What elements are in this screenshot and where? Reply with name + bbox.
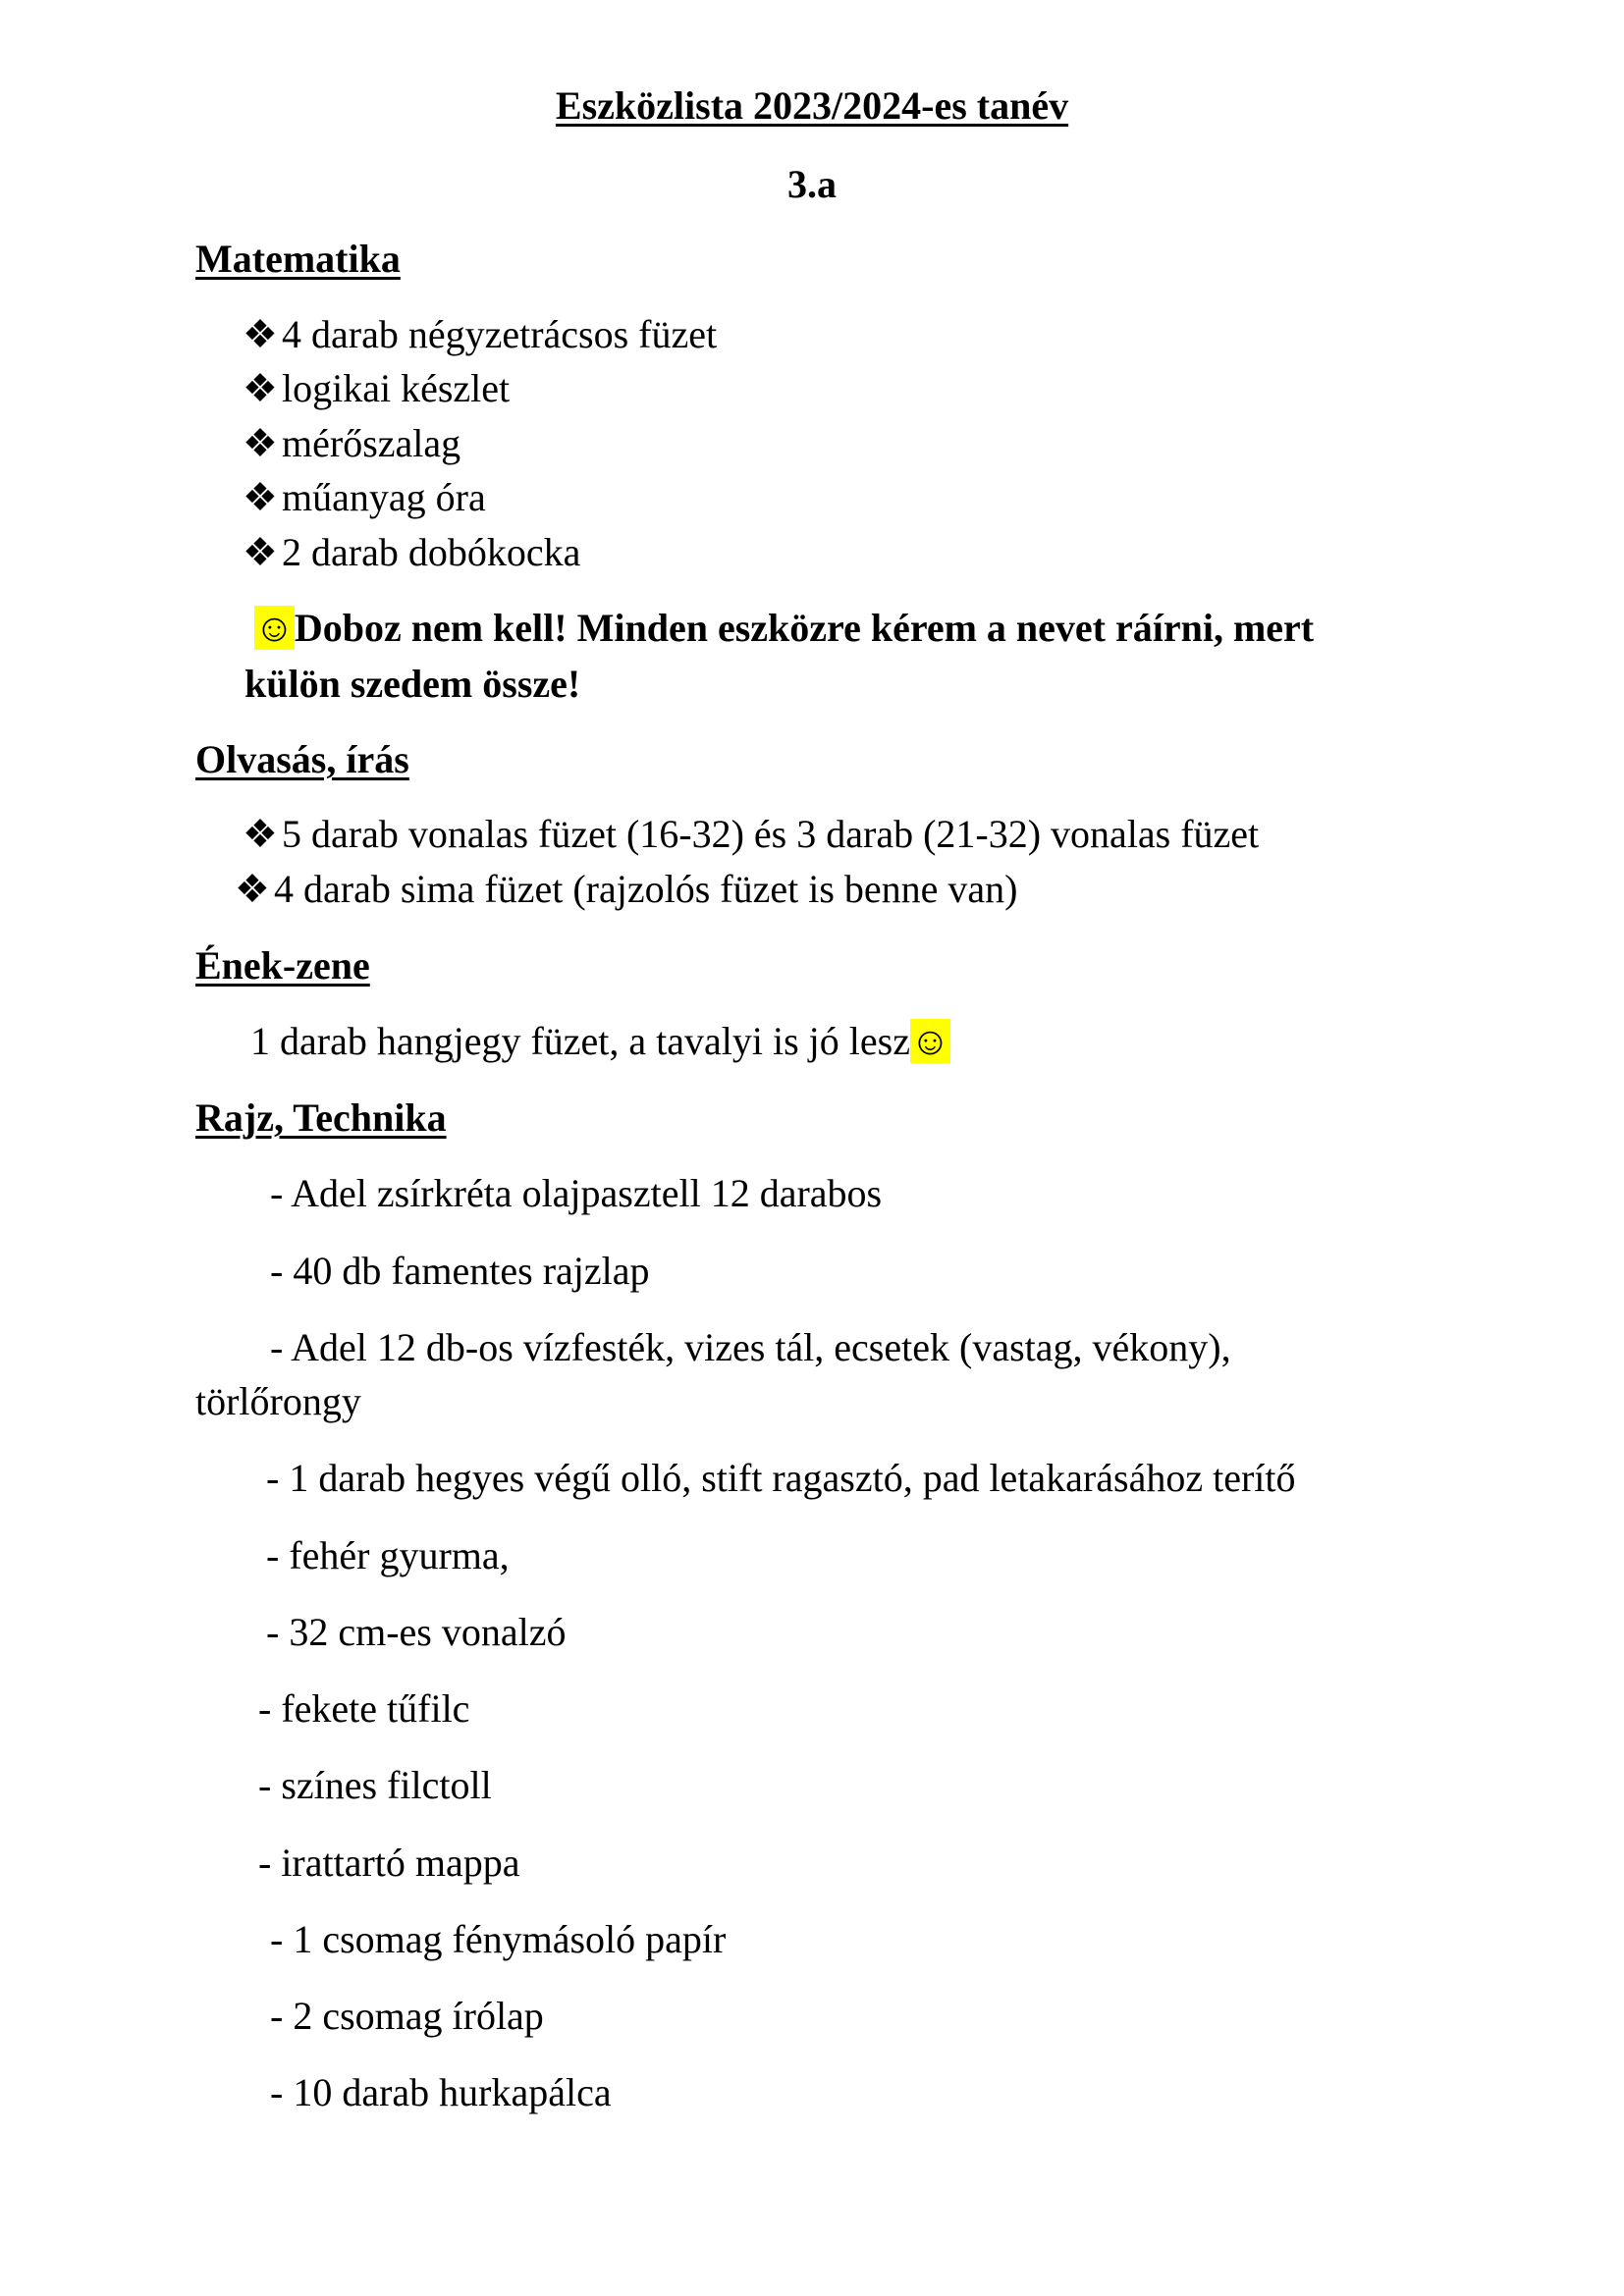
- list-item: - 2 csomag írólap: [270, 1994, 544, 2038]
- enek-zene-text: 1 darab hangjegy füzet, a tavalyi is jó lesz☺: [250, 1019, 950, 1063]
- list-item: - fehér gyurma,: [266, 1533, 510, 1577]
- bullet-icon: ❖: [243, 366, 278, 410]
- list-item: - 1 darab hegyes végű olló, stift ragasztó, pad letakarásához terítő: [266, 1456, 1296, 1500]
- bullet-icon: ❖: [243, 475, 278, 519]
- heading-rajz-technika: Rajz, Technika: [195, 1095, 447, 1140]
- list-item: - irattartó mappa: [258, 1841, 520, 1885]
- list-item: - Adel 12 db-os vízfesték, vizes tál, ecsetek (vastag, vékony),: [270, 1325, 1231, 1369]
- bullet-icon: ❖: [243, 812, 278, 856]
- list-item: - fekete tűfilc: [258, 1686, 470, 1731]
- list-item: ❖ mérőszalag: [243, 421, 461, 465]
- note-line-1: ☺Doboz nem kell! Minden eszközre kérem a nevet ráírni, mert: [254, 606, 1315, 650]
- heading-matematika: Matematika: [195, 237, 401, 281]
- list-item: - 10 darab hurkapálca: [270, 2070, 612, 2114]
- heading-olvasas-iras: Olvasás, írás: [195, 737, 409, 781]
- list-item-continuation: törlőrongy: [195, 1379, 361, 1423]
- bullet-icon: ❖: [243, 312, 278, 356]
- bullet-icon: ❖: [243, 530, 278, 574]
- list-item: ❖ 4 darab sima füzet (rajzolós füzet is benne van): [235, 867, 1018, 911]
- list-item: ❖ műanyag óra: [243, 475, 486, 519]
- list-item: ❖ 2 darab dobókocka: [243, 530, 581, 574]
- list-item: ❖ logikai készlet: [243, 366, 511, 410]
- list-item: - Adel zsírkréta olajpasztell 12 darabos: [270, 1171, 883, 1215]
- smiley-icon: ☺: [254, 606, 295, 650]
- document-title: Eszközlista 2023/2024-es tanév: [555, 83, 1069, 128]
- note-line-2: külön szedem össze!: [244, 662, 581, 706]
- list-item: - 40 db famentes rajzlap: [270, 1249, 650, 1293]
- class-name: 3.a: [787, 162, 837, 206]
- bullet-icon: ❖: [235, 867, 270, 911]
- list-item: - 32 cm-es vonalzó: [266, 1610, 567, 1654]
- heading-enek-zene: Ének-zene: [195, 943, 370, 988]
- bullet-icon: ❖: [243, 421, 278, 465]
- list-item: - színes filctoll: [258, 1763, 492, 1807]
- list-item: ❖ 4 darab négyzetrácsos füzet: [243, 312, 718, 356]
- smiley-icon: ☺: [909, 1019, 950, 1063]
- list-item: ❖ 5 darab vonalas füzet (16-32) és 3 darab (21-32) vonalas füzet: [243, 812, 1260, 856]
- list-item: - 1 csomag fénymásoló papír: [270, 1917, 727, 1961]
